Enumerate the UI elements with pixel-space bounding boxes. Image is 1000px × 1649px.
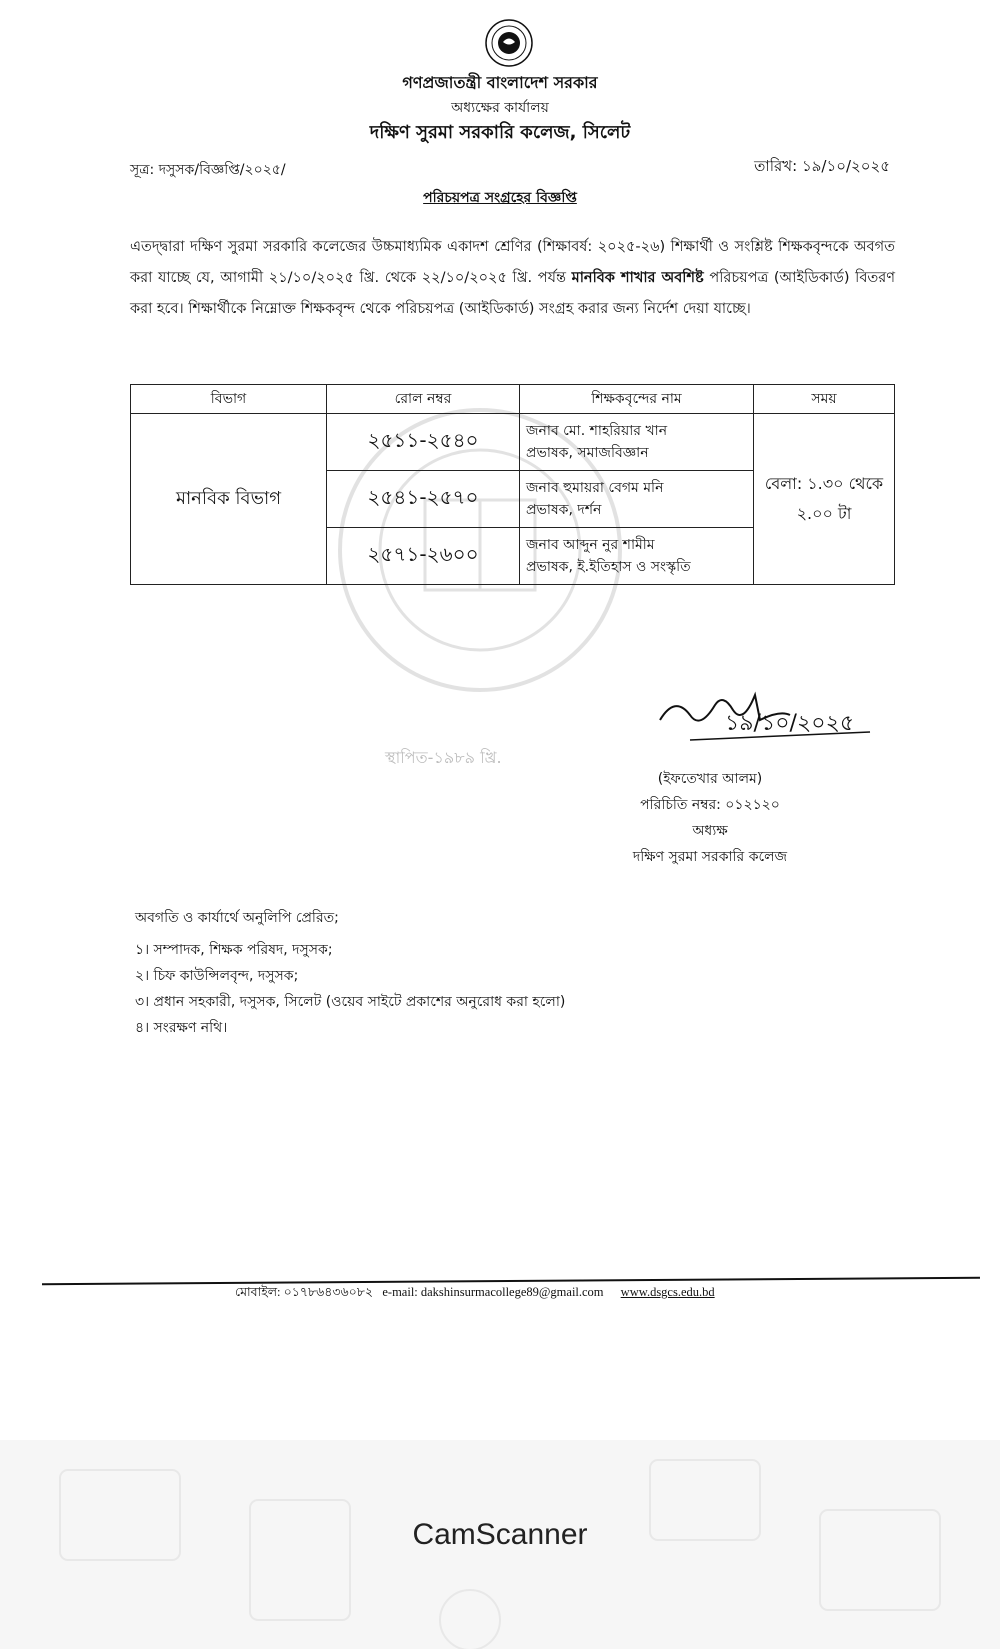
signature-date: ১৯/১০/২০২৫ bbox=[725, 711, 855, 736]
teacher-cell bbox=[520, 471, 754, 528]
header-teacher: শিক্ষকবৃন্দের নাম bbox=[520, 385, 754, 414]
header-roll: রোল নম্বর bbox=[327, 385, 520, 414]
notice-date: তারিখ: ১৯/১০/২০২৫ bbox=[754, 157, 890, 175]
subject-text: পরিচয়পত্র সংগ্রহের বিজ্ঞপ্তি bbox=[423, 190, 577, 206]
signatory-id: পরিচিতি নম্বর: ০১২১২০ bbox=[640, 797, 780, 813]
teacher-cell bbox=[520, 528, 754, 585]
signature-icon bbox=[650, 690, 890, 760]
table-row bbox=[131, 414, 895, 471]
office-title: অধ্যক্ষের কার্যালয় bbox=[451, 100, 549, 116]
time-line1: বেলা: ১.৩০ থেকে bbox=[764, 474, 884, 493]
header-department: বিভাগ bbox=[131, 385, 327, 414]
signatory-title: অধ্যক্ষ bbox=[692, 823, 728, 839]
teacher-name: জনাব হুমায়রা বেগম মনি bbox=[526, 480, 664, 496]
roll-cell: ২৫৪১-২৫৭০ bbox=[327, 471, 520, 528]
copies-list bbox=[135, 905, 565, 1041]
body-part1: এতদ্দ্বারা দক্ষিণ সুরমা সরকারি কলেজের উচ্চমাধ্যমিক একাদশ শ্রেণির (শিক্ষাবর্ষ: ২০২৫-২৬) শিক্ষার্থী ও সংশ্লিষ্ট শিক্ষকবৃন্দকে অবগত করা যাচ্ছে যে, আগামী ২১/১০/২০২৫ খ্রি. থেকে ২২/১০/২০২৫ খ্রি. পর্যন্ত bbox=[130, 239, 895, 286]
footer-contact bbox=[235, 1284, 715, 1304]
teacher-designation: প্রভাষক, ই.ইতিহাস ও সংস্কৃতি bbox=[526, 559, 691, 575]
body-bold: মানবিক শাখার অবশিষ্ট bbox=[571, 270, 704, 286]
department-cell: মানবিক বিভাগ bbox=[131, 414, 327, 585]
signatory-institution: দক্ষিণ সুরমা সরকারি কলেজ bbox=[632, 849, 788, 865]
signatory-block bbox=[580, 766, 840, 870]
teacher-cell bbox=[520, 414, 754, 471]
college-title: দক্ষিণ সুরমা সরকারি কলেজ, সিলেট bbox=[369, 122, 631, 143]
reference-number: সূত্র: দসুসক/বিজ্ঞপ্তি/২০২৫/ bbox=[130, 162, 286, 178]
teacher-designation: প্রভাষক, দর্শন bbox=[526, 502, 602, 518]
list-item: ১। সম্পাদক, শিক্ষক পরিষদ, দসুসক; bbox=[135, 942, 333, 958]
camscanner-watermark: CamScanner bbox=[412, 1518, 588, 1551]
roll-cell: ২৫৭১-২৬০০ bbox=[327, 528, 520, 585]
list-item: ৪। সংরক্ষণ নথি। bbox=[135, 1020, 228, 1036]
list-item: ২। চিফ কাউন্সিলবৃন্দ, দসুসক; bbox=[135, 968, 299, 984]
time-line2: ২.০০ টা bbox=[796, 504, 852, 523]
government-emblem-icon bbox=[484, 18, 534, 68]
signatory-name: (ইফতেখার আলম) bbox=[657, 771, 763, 787]
roll-cell: ২৫১১-২৫৪০ bbox=[327, 414, 520, 471]
copies-heading: অবগতি ও কার্যার্থে অনুলিপি প্রেরিত; bbox=[135, 910, 339, 926]
seal-established-text: স্থাপিত-১৯৮৯ খ্রি. bbox=[385, 748, 502, 767]
teacher-name: জনাব মো. শাহরিয়ার খান bbox=[526, 423, 668, 439]
time-cell bbox=[754, 414, 895, 585]
list-item: ৩। প্রধান সহকারী, দসুসক, সিলেট (ওয়েব সাইটে প্রকাশের অনুরোধ করা হলো) bbox=[135, 994, 566, 1010]
footer-email: e-mail: dakshinsurmacollege89@gmail.com bbox=[382, 1285, 604, 1299]
body-part2: পরিচয়পত্র (আইডিকার্ড) বিতরণ করা হবে। শিক্ষার্থীকে নিম্নোক্ত শিক্ষকবৃন্দ থেকে পরিচয়পত্র (আইডিকার্ড) সংগ্রহ করার জন্য নির্দেশ দেয়া যাচ্ছে। bbox=[130, 270, 896, 317]
teacher-designation: প্রভাষক, সমাজবিজ্ঞান bbox=[526, 445, 649, 461]
table-header-row bbox=[131, 385, 895, 414]
schedule-table bbox=[130, 384, 895, 585]
notice-body bbox=[130, 232, 895, 325]
government-title: গণপ্রজাতন্ত্রী বাংলাদেশ সরকার bbox=[402, 73, 598, 92]
teacher-name: জনাব আব্দুন নুর শামীম bbox=[526, 537, 655, 553]
footer-mobile: মোবাইল: ০১৭৮৬৪৩৬০৮২ bbox=[235, 1285, 373, 1299]
footer-website: www.dsgcs.edu.bd bbox=[620, 1285, 715, 1299]
header-time: সময় bbox=[754, 385, 895, 414]
notice-subject bbox=[0, 186, 1000, 210]
